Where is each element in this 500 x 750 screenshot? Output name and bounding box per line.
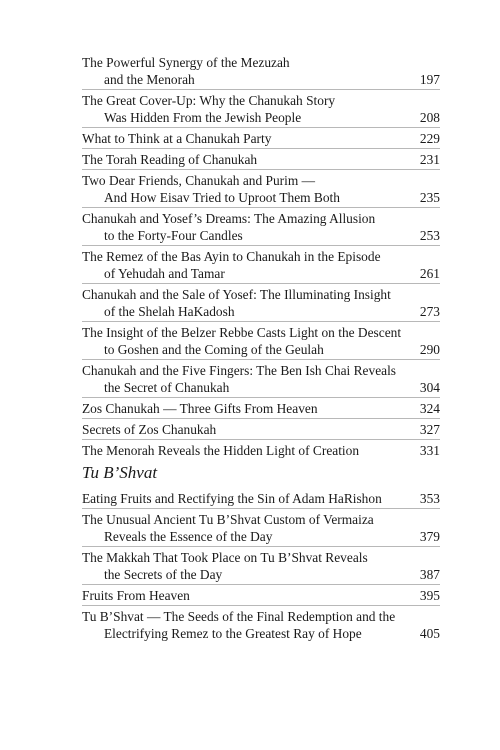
toc-entry-line [82,109,440,126]
toc-entry-line [82,71,440,88]
toc-entry-page-number: 405 [419,626,440,641]
toc-entry-page-number: 290 [419,342,440,357]
toc-entry [82,172,440,208]
toc-entry-page-number: 231 [419,152,440,167]
toc-entry-line [82,286,440,303]
toc-entry-title: Eating Fruits and Rectifying the Sin of Adam HaRishon [82,491,382,506]
toc-entry [82,421,440,440]
toc-entry-line [82,442,440,459]
toc-entry-line [82,511,440,528]
toc-entry-page-number: 197 [419,72,440,87]
toc-entry-line [82,54,440,71]
toc-entry-title: Chanukah and the Sale of Yosef: The Illuminating Insight [82,287,391,302]
toc-entry-title: Chanukah and the Five Fingers: The Ben Ish Chai Reveals [82,363,397,378]
toc-entry-line [82,362,440,379]
toc-entry [82,490,440,509]
toc-entry [82,549,440,585]
toc-entry [82,130,440,149]
toc-entry-page-number: 273 [419,304,440,319]
toc-entry [82,54,440,90]
toc-entry-page-number: 229 [419,131,440,146]
toc-entry [82,400,440,419]
toc-entry [82,511,440,547]
toc-entry-line [82,421,440,438]
toc-entry-line [82,528,440,545]
toc-entry-line [82,303,440,320]
toc-entry-line [82,130,440,147]
toc-entry-line [82,341,440,358]
toc-tu-bshvat-list [82,490,440,645]
toc-entry-title: the Secrets of the Day [104,567,223,582]
toc-entry-title: The Torah Reading of Chanukah [82,152,258,167]
toc-entry-line [82,566,440,583]
toc-entry-title: Secrets of Zos Chanukah [82,422,217,437]
toc-entry-page-number: 353 [419,491,440,506]
toc-entry-title: the Secret of Chanukah [104,380,230,395]
toc-entry-line [82,227,440,244]
toc-entry-line [82,210,440,227]
toc-entry-page-number: 387 [419,567,440,582]
toc-entry-line [82,265,440,282]
toc-entry-line [82,172,440,189]
toc-entry [82,587,440,606]
toc-entry-line [82,151,440,168]
toc-entry-title: Tu B’Shvat — The Seeds of the Final Redemption and the [82,609,396,624]
toc-entry-title: The Menorah Reveals the Hidden Light of Creation [82,443,360,458]
toc-entry-page-number: 395 [419,588,440,603]
toc-entry [82,324,440,360]
toc-entry-title: And How Eisav Tried to Uproot Them Both [104,190,340,205]
toc-entry [82,442,440,460]
toc-entry-title: Two Dear Friends, Chanukah and Purim — [82,173,315,188]
toc-entry-title: The Powerful Synergy of the Mezuzah [82,55,290,70]
toc-entry [82,210,440,246]
toc-entry-line [82,189,440,206]
toc-entry-page-number: 235 [419,190,440,205]
toc-entry-line [82,324,440,341]
toc-entry [82,286,440,322]
toc-entry-title: Electrifying Remez to the Greatest Ray of Hope [104,626,362,641]
toc-entry-page-number: 208 [419,110,440,125]
toc-entry-title: to the Forty-Four Candles [104,228,243,243]
toc-entry-title: and the Menorah [104,72,195,87]
toc-entry-page-number: 324 [419,401,440,416]
toc-entry-line [82,608,440,625]
toc-entry-line [82,549,440,566]
toc-entry-title: The Insight of the Belzer Rebbe Casts Light on the Descent [82,325,402,340]
toc-entry-title: Zos Chanukah — Three Gifts From Heaven [82,401,318,416]
toc-entry-title: to Goshen and the Coming of the Geulah [104,342,324,357]
toc-entry-title: Chanukah and Yosef’s Dreams: The Amazing Allusion [82,211,376,226]
toc-entry-page-number: 304 [419,380,440,395]
toc-entry-title: What to Think at a Chanukah Party [82,131,272,146]
toc-entry-title: The Great Cover-Up: Why the Chanukah Story [82,93,336,108]
toc-entry-title: Fruits From Heaven [82,588,190,603]
toc-entry-page-number: 331 [419,443,440,458]
toc-entry [82,151,440,170]
toc-entry-line [82,625,440,642]
toc-entry-line [82,92,440,109]
toc-entry-page-number: 253 [419,228,440,243]
section-heading-tu-bshvat: Tu B’Shvat [82,463,158,482]
toc-entry-line [82,587,440,604]
toc-entry [82,248,440,284]
toc-entry [82,362,440,398]
toc-entry-line [82,248,440,265]
toc-entry-page-number: 327 [419,422,440,437]
toc-entry-line [82,379,440,396]
toc-entry-page-number: 379 [419,529,440,544]
toc-entry-title: of the Shelah HaKadosh [104,304,235,319]
toc-entry-line [82,490,440,507]
toc-entry-title: of Yehudah and Tamar [104,266,225,281]
toc-entry [82,92,440,128]
toc-entry-title: The Unusual Ancient Tu B’Shvat Custom of Vermaiza [82,512,374,527]
toc-entry [82,608,440,643]
toc-chanukah-list [82,54,440,462]
toc-entry-title: The Remez of the Bas Ayin to Chanukah in the Episode [82,249,381,264]
toc-entry-title: The Makkah That Took Place on Tu B’Shvat Reveals [82,550,368,565]
toc-entry-title: Was Hidden From the Jewish People [104,110,302,125]
toc-entry-page-number: 261 [419,266,440,281]
toc-entry-title: Reveals the Essence of the Day [104,529,273,544]
toc-entry-line [82,400,440,417]
